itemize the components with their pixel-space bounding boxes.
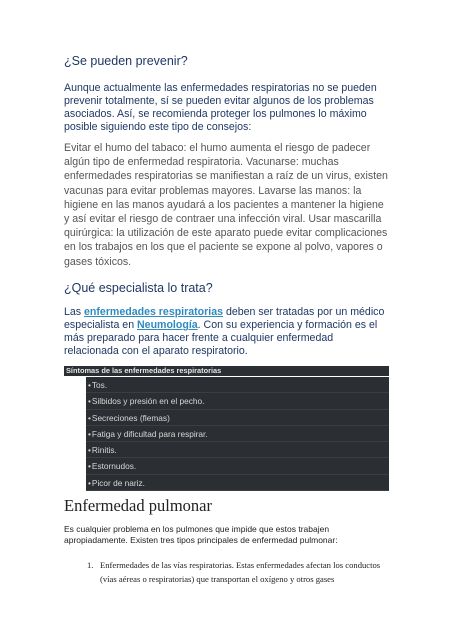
- symptom-item: [86, 442, 389, 458]
- symptom-label: Fatiga y dificultad para respirar.: [91, 428, 208, 439]
- bullet-icon: •: [88, 380, 91, 390]
- symptom-label: Tos.: [91, 380, 108, 390]
- bullet-icon: •: [88, 428, 91, 439]
- bullet-icon: •: [88, 412, 91, 423]
- heading-specialist: ¿Qué especialista lo trata?: [64, 281, 213, 295]
- link-pulmonology[interactable]: Neumología: [137, 319, 198, 331]
- symptom-label: Rinitis.: [91, 445, 117, 456]
- bullet-icon: •: [88, 461, 91, 472]
- bullet-icon: •: [88, 477, 91, 488]
- specialist-text-1: Las: [64, 306, 85, 318]
- specialist-text-2: deben ser tratadas por un médico especialista en: [64, 306, 385, 331]
- symptom-item: [86, 475, 389, 491]
- symptoms-header: Síntomas de las enfermedades respiratorias: [64, 366, 389, 376]
- bullet-icon: •: [88, 445, 91, 456]
- heading-prevent: ¿Se pueden prevenir?: [64, 54, 188, 68]
- prevent-intro: Aunque actualmente las enfermedades respiratorias no se pueden prevenir totalmente, sí se pueden evitar algunos de los problemas asociados. Así, se recomienda proteger los pulmones lo máximo posible siguiendo este tipo de consejos:: [64, 82, 377, 133]
- specialist-paragraph: [64, 306, 389, 358]
- pulmonary-description: Es cualquier problema en los pulmones que impide que estos trabajen apropiadamente. Existen tres tipos principales de enfermedad pulmonar:: [64, 524, 338, 545]
- symptom-item: [86, 426, 389, 442]
- symptom-item: [86, 410, 389, 426]
- prevent-advice: Evitar el humo del tabaco: el humo aumenta el riesgo de padecer algún tipo de enfermedad respiratoria. Vacunarse: muchas enfermedades respiratorias se manifiestan a raíz de un virus, existen vacunas para evitar problemas mayores. Lavarse las manos: la higiene en las manos ayudará a los pacientes a mantener la higiene y así evitar el riesgo de contraer una infección viral. Usar mascarilla quirúrgica: la utilización de este aparato puede evitar complicaciones en los trabajos en los que el paciente se expone al polvo, vapores o gases tóxicos.: [64, 142, 388, 268]
- list-item-text: Enfermedades de las vías respiratorias. Estas enfermedades afectan los conductos (vías aéreas o respiratorias) que transportan el oxígeno y otros gases: [100, 560, 381, 584]
- list-number: 1.: [87, 560, 94, 570]
- symptom-label: Estornudos.: [91, 461, 137, 472]
- symptoms-list: [86, 377, 389, 491]
- symptom-label: Secreciones (flemas): [91, 412, 170, 423]
- link-respiratory-diseases[interactable]: enfermedades respiratorias: [84, 306, 223, 318]
- symptom-item: [86, 393, 389, 409]
- heading-pulmonary: Enfermedad pulmonar: [64, 496, 212, 515]
- symptom-label: Picor de nariz.: [91, 477, 145, 488]
- symptoms-box: [86, 377, 389, 491]
- bullet-icon: •: [88, 396, 91, 407]
- symptom-item: [86, 458, 389, 474]
- pulmonary-list-item: [87, 559, 395, 586]
- specialist-text-3: . Con su experiencia y formación es el más preparado para hacer frente a cualquier enfermedad relacionada con el aparato respiratorio.: [64, 319, 378, 357]
- symptom-label: Silbidos y presión en el pecho.: [91, 396, 205, 407]
- symptom-item: [86, 377, 389, 393]
